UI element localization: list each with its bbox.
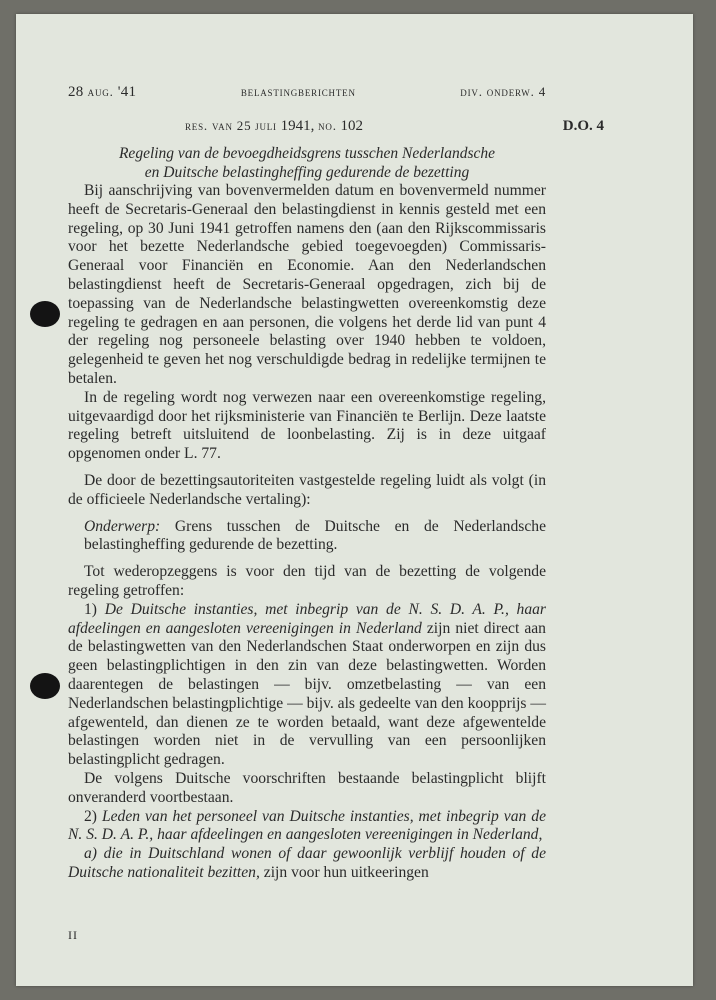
- item-emphasis: Leden van het personeel van Duitsche instanties, met inbegrip van de N. S. D. A. P., haar afdeelingen en aangesloten vereenigingen in Nederland,: [68, 807, 546, 844]
- subject-text: Grens tusschen de Duitsche en de Nederlandsche belastingheffing gedurende de bezetting.: [84, 517, 546, 554]
- item-label: a): [84, 845, 97, 863]
- paragraph: Tot wederopzeggens is voor den tijd van de bezetting de volgende regeling getroffen:: [68, 563, 546, 599]
- subject-line: [84, 518, 546, 556]
- resolution-year: 1941,: [280, 118, 315, 134]
- resolution-prefix: res. van 25: [185, 118, 252, 133]
- header-day: 28: [68, 84, 84, 100]
- paragraph: De volgens Duitsche voorschriften bestaande belastingplicht blijft onveranderd voortbestaan.: [68, 769, 546, 806]
- item-emphasis: die in Duitschland wonen of daar gewoonlijk verblijf houden of de Duitsche nationaliteit bezitten,: [68, 845, 547, 881]
- item-text: zijn niet direct aan de belastingwetten van den Nederlandschen Staat onderworpen en zijn dus geen belastingplichtigen in den zin van deze belastingwetten. Worden daarentegen de belastingen — bijv. omzetbelasting — van een Nederlandschen belastingplichtige — bijv. als gedeelte van den koopprijs — afgewenteld, dan dienen ze te worden betaald, want deze afgewentelde belastingen worden niet in de vervulling van een persoonlijken belastingplicht gedragen.: [68, 619, 546, 769]
- resolution-reference: [185, 118, 363, 135]
- header-division: div. onderw. 4: [460, 84, 546, 99]
- resolution-number: 102: [340, 118, 364, 134]
- header-year: '41: [117, 84, 137, 100]
- header-series: belastingberichten: [240, 84, 356, 99]
- list-item: [68, 845, 546, 883]
- punch-hole: [30, 673, 60, 699]
- resolution-month: juli: [255, 118, 277, 133]
- title-line-2: en Duitsche belastingheffing gedurende de bezetting: [144, 164, 470, 181]
- paragraph: De door de bezettingsautoriteiten vastgestelde regeling luidt als volgt (in de officieele Nederlandsche vertaling):: [68, 471, 546, 508]
- list-item: [68, 808, 546, 846]
- document-title: [68, 144, 546, 182]
- paragraph: Bij aanschrijving van bovenvermelden datum en bovenvermeld nummer heeft de Secretaris-Generaal den belastingdienst in kennis gesteld met een regeling, op 30 Juni 1941 getroffen namens den (aan den Rijkscommissaris voor het bezette Nederlandsche gebied toegevoegden) Commissaris-Generaal voor Financiën en Economie. Aan den Nederlandschen belastingdienst heeft de Secretaris-Generaal opgedragen, zich bij de toepassing van de Nederlandsche belastingwetten overeenkomstig deze regeling te gedragen en aan personen, die volgens het derde lid van punt 4 der regeling nog personeele belasting over 1940 hebben te voldoen, gelegenheid te geven het nog verschuldigde bedrag in redelijke termijnen te betalen.: [68, 182, 546, 387]
- item-number: 1): [84, 600, 97, 618]
- item-number: 2): [84, 807, 97, 825]
- item-emphasis: De Duitsche instanties, met inbegrip van de N. S. D. A. P., haar afdeelingen en aangesloten vereenigingen in Nederland: [68, 600, 546, 637]
- header-date: [68, 84, 136, 101]
- subject-label: Onderwerp:: [84, 517, 161, 535]
- punch-hole: [30, 301, 60, 327]
- item-text: zijn voor hun uitkeeringen: [263, 863, 429, 881]
- paragraph: In de regeling wordt nog verwezen naar een overeenkomstige regeling, uitgevaardigd door het rijksministerie van Financiën te Berlijn. Deze laatste regeling betreft uitsluitend de loonbelasting. Zij is in deze uitgaaf opgenomen onder L. 77.: [68, 388, 546, 463]
- running-header: [68, 84, 546, 101]
- header-month: aug.: [87, 84, 114, 99]
- list-item: [68, 601, 546, 770]
- sheet-mark: II: [68, 928, 78, 942]
- title-line-1: Regeling van de bevoegdheidsgrens tusschen Nederlandsche: [118, 145, 496, 162]
- resolution-no-label: no.: [318, 118, 337, 133]
- document-body: [68, 182, 546, 883]
- resolution-code: D.O. 4: [562, 118, 604, 134]
